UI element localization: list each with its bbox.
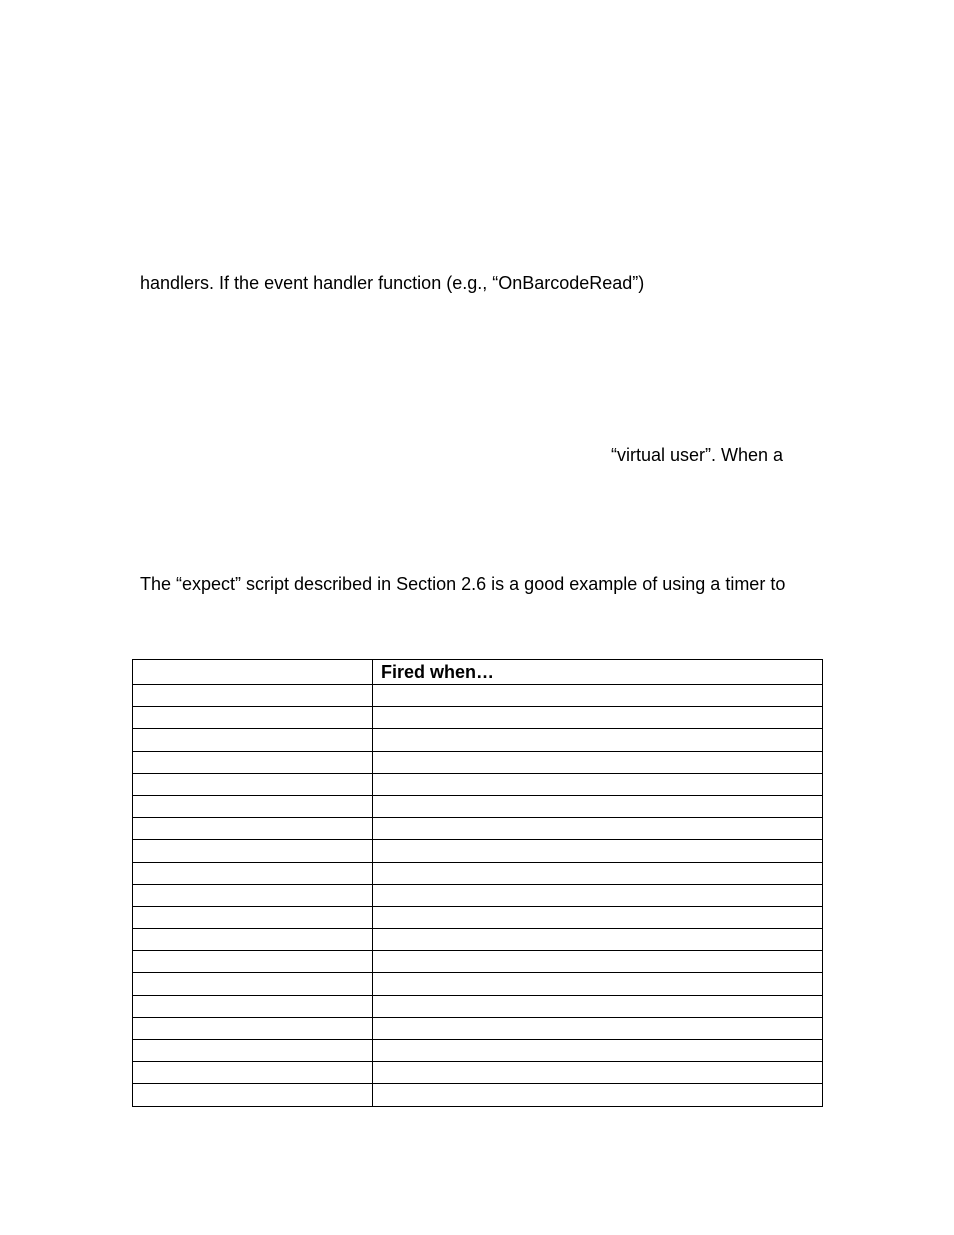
table-cell-fired-when bbox=[373, 973, 823, 995]
body-text-line: handlers. If the event handler function (e.g., “OnBarcodeRead”) bbox=[140, 273, 645, 293]
table-cell-event bbox=[133, 773, 373, 795]
table-cell-fired-when bbox=[373, 906, 823, 928]
table-row bbox=[133, 1084, 823, 1106]
table-row bbox=[133, 773, 823, 795]
table-row bbox=[133, 840, 823, 862]
table-cell-event bbox=[133, 862, 373, 884]
table-cell-event bbox=[133, 818, 373, 840]
table-row bbox=[133, 1040, 823, 1062]
table-row bbox=[133, 795, 823, 817]
table-cell-event bbox=[133, 906, 373, 928]
table-header-row bbox=[133, 660, 823, 685]
table-cell-event bbox=[133, 840, 373, 862]
event-table bbox=[132, 659, 823, 1107]
table-cell-fired-when bbox=[373, 862, 823, 884]
table-row bbox=[133, 884, 823, 906]
table-cell-fired-when bbox=[373, 840, 823, 862]
table-cell-event bbox=[133, 1062, 373, 1084]
table-row bbox=[133, 685, 823, 707]
table-row bbox=[133, 929, 823, 951]
table-row bbox=[133, 707, 823, 729]
table-row bbox=[133, 751, 823, 773]
table-cell-fired-when bbox=[373, 1040, 823, 1062]
table-cell-fired-when bbox=[373, 1017, 823, 1039]
table-row bbox=[133, 1062, 823, 1084]
body-text-line: “virtual user”. When a bbox=[611, 445, 784, 465]
table-cell-fired-when bbox=[373, 1062, 823, 1084]
table-cell-event bbox=[133, 995, 373, 1017]
table-cell-event bbox=[133, 1017, 373, 1039]
table-cell-event bbox=[133, 951, 373, 973]
table-cell-fired-when bbox=[373, 1084, 823, 1106]
table-cell-fired-when bbox=[373, 685, 823, 707]
table-cell-fired-when bbox=[373, 729, 823, 751]
table-cell-event bbox=[133, 1084, 373, 1106]
table-cell-fired-when bbox=[373, 795, 823, 817]
table-row bbox=[133, 906, 823, 928]
table-cell-event bbox=[133, 973, 373, 995]
table-cell-event bbox=[133, 751, 373, 773]
table-cell-event bbox=[133, 729, 373, 751]
table-cell-fired-when bbox=[373, 818, 823, 840]
table-row bbox=[133, 729, 823, 751]
body-text-line: The “expect” script described in Section 2.6 is a good example of using a timer to bbox=[140, 574, 786, 594]
table-row bbox=[133, 818, 823, 840]
table-cell-fired-when bbox=[373, 707, 823, 729]
table-cell-fired-when bbox=[373, 995, 823, 1017]
table-cell-fired-when bbox=[373, 751, 823, 773]
table-row bbox=[133, 973, 823, 995]
table-row bbox=[133, 951, 823, 973]
table-header-cell-event bbox=[133, 660, 373, 685]
table-row bbox=[133, 1017, 823, 1039]
table-cell-event bbox=[133, 707, 373, 729]
table-cell-event bbox=[133, 795, 373, 817]
table-cell-event bbox=[133, 1040, 373, 1062]
table-cell-fired-when bbox=[373, 884, 823, 906]
table-cell-event bbox=[133, 685, 373, 707]
table-cell-event bbox=[133, 884, 373, 906]
table-cell-event bbox=[133, 929, 373, 951]
table-cell-fired-when bbox=[373, 951, 823, 973]
table-row bbox=[133, 995, 823, 1017]
table-header-cell-fired-when: Fired when… bbox=[373, 660, 823, 685]
table-body bbox=[133, 685, 823, 1107]
table-row bbox=[133, 862, 823, 884]
table-cell-fired-when bbox=[373, 929, 823, 951]
table-cell-fired-when bbox=[373, 773, 823, 795]
